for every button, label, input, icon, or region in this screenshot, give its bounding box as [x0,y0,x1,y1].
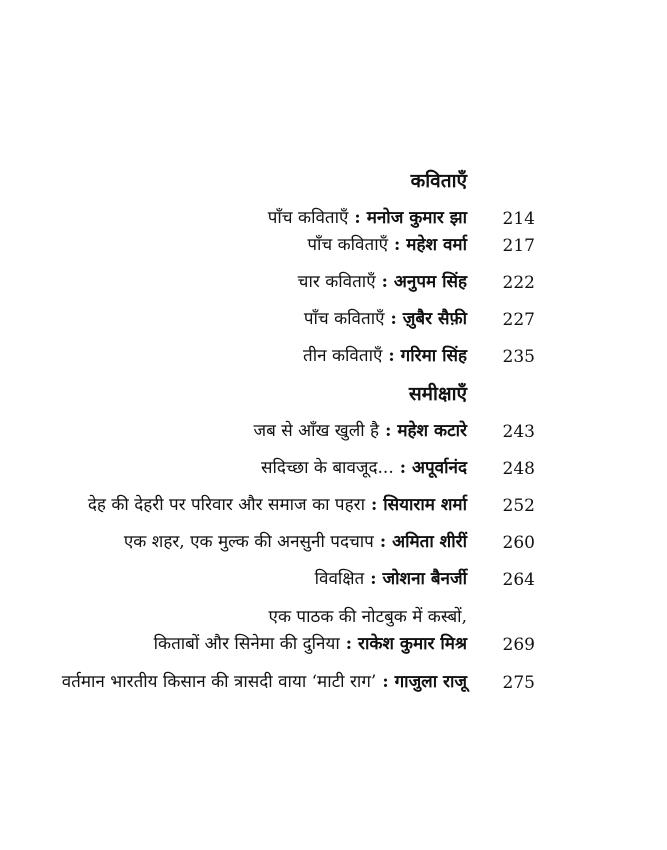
entry-separator: : [390,309,397,329]
entry-title: पाँच कविताएँ [267,208,349,228]
section-heading-reviews: समीक्षाएँ [408,383,467,405]
entry-page-number: 260 [502,533,535,553]
toc-entry[interactable] [88,497,467,514]
entry-title: एक शहर, एक मुल्क की अनसुनी पदचाप [123,532,374,552]
toc-entry[interactable] [304,311,467,328]
entry-separator: : [370,569,377,589]
toc-entry[interactable] [307,237,467,254]
entry-title: सदिच्छा के बावजूद... [260,458,394,478]
entry-author: मनोज कुमार झा [366,208,467,228]
entry-author: राकेश कुमार मिश्र [358,634,467,654]
entry-author: महेश वर्मा [406,235,467,255]
entry-title: चार कविताएँ [297,272,376,292]
entry-page-number: 248 [502,459,535,479]
entry-author: अपूर्वानंद [412,458,467,478]
entry-author: जोशना बैनर्जी [382,569,467,589]
entry-page-number: 235 [502,347,535,367]
entry-author: सियाराम शर्मा [383,495,467,515]
entry-page-number: 243 [502,422,535,442]
entry-separator: : [370,495,378,515]
entry-page-number: 252 [502,496,535,516]
toc-entry[interactable] [154,636,467,653]
entry-title: पाँच कविताएँ [303,309,385,329]
entry-title: विवक्षित [314,569,365,589]
toc-entry[interactable] [315,571,467,588]
entry-separator: : [381,272,388,292]
entry-author: ज़ुबैर सैफ़ी [402,309,467,329]
entry-page-number: 217 [502,236,535,256]
toc-entry[interactable] [298,274,467,291]
entry-separator: : [394,235,401,255]
toc-entry[interactable] [261,460,467,477]
toc-entry[interactable] [253,423,467,440]
entry-page-number: 227 [502,310,535,330]
entry-separator: : [388,346,395,366]
entry-page-number: 269 [502,635,535,655]
entry-page-number: 275 [502,673,535,693]
toc-entry[interactable] [62,674,467,691]
entry-author: अमिता शीरीं [392,532,467,552]
entry-author: महेश कटारे [397,421,467,441]
entry-author: अनुपम सिंह [393,272,467,292]
entry-page-number: 214 [502,209,535,229]
toc-entry[interactable] [124,534,467,551]
entry-author: गरिमा सिंह [400,346,467,366]
entry-separator: : [382,672,389,692]
entry-separator: : [354,208,361,228]
entry-title: पाँच कविताएँ [307,235,389,255]
entry-title-line1: एक पाठक की नोटबुक में कस्बों, [268,607,467,627]
entry-separator: : [399,458,407,478]
entry-separator: : [385,421,392,441]
entry-page-number: 222 [502,273,535,293]
entry-title: जब से आँख खुली है [253,421,380,441]
section-heading-poems: कविताएँ [410,170,467,192]
entry-separator: : [379,532,387,552]
entry-title: तीन कविताएँ [303,346,383,366]
entry-author: गाजुला राजू [394,672,467,692]
entry-title: देह की देहरी पर परिवार और समाज का पहरा [87,495,365,515]
entry-title: वर्तमान भारतीय किसान की त्रासदी वाया ‘माटी राग’ [61,672,377,692]
entry-page-number: 264 [502,570,535,590]
toc-entry[interactable] [268,210,467,227]
toc-entry[interactable] [303,348,467,365]
entry-title: किताबों और सिनेमा की दुनिया [153,634,340,654]
toc-entry-title-line1[interactable] [269,609,467,626]
entry-separator: : [345,634,352,654]
